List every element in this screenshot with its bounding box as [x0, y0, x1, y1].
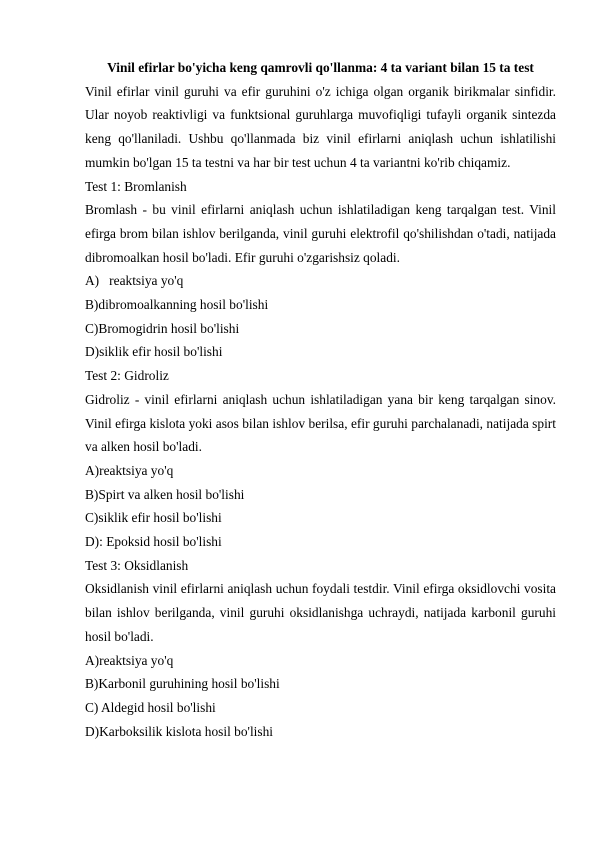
answer-option: B)Spirt va alken hosil bo'lishi — [85, 486, 245, 502]
answer-option: B)dibromoalkanning hosil bo'lishi — [85, 297, 269, 313]
document-title: Vinil efirlar bo'yicha keng qamrovli qo'llanma: 4 ta variant bilan 15 ta test — [107, 60, 534, 75]
intro-paragraph: Vinil efirlar vinil guruhi va efir guruhini o'z ichiga olgan organik birikmalar sinfidir. Ular noyob reaktivligi va funktsional guruhlarga muvofiqligi tufayli organik sintezda keng qo'llaniladi. Ushbu qo'llanmada biz vinil efirlarni aniqlash uchun ishlatilishi mumkin bo'lgan 15 ta testni va har bir test uchun 4 ta variantni ko'rib chiqamiz. — [85, 83, 556, 170]
test-description: Gidroliz - vinil efirlarni aniqlash uchun ishlatiladigan yana bir keng tarqalgan sinov. Vinil efirga kislota yoki asos bilan ishlov berilsa, efir guruhi parchalanadi, natijada spirt va alken hosil bo'ladi. — [85, 391, 556, 455]
answer-option: A)reaktsiya yo'q — [85, 652, 174, 668]
answer-option: D)Karboksilik kislota hosil bo'lishi — [85, 723, 274, 739]
answer-option: D): Epoksid hosil bo'lishi — [85, 534, 222, 550]
test-heading: Test 3: Oksidlanish — [85, 557, 189, 573]
test-heading: Test 2: Gidroliz — [85, 368, 169, 384]
answer-option: C) Aldegid hosil bo'lishi — [85, 699, 216, 715]
test-description: Oksidlanish vinil efirlarni aniqlash uchun foydali testdir. Vinil efirga oksidlovchi vosita bilan ishlov berilganda, vinil guruhi oksidlanishga uchraydi, natijada karbonil guruhi hosil bo'ladi. — [85, 581, 556, 644]
answer-option: C)Bromogidrin hosil bo'lishi — [85, 320, 240, 336]
answer-option: A)reaktsiya yo'q — [85, 462, 174, 478]
test-heading: Test 1: Bromlanish — [85, 178, 187, 194]
answer-option: D)siklik efir hosil bo'lishi — [85, 344, 223, 360]
test-description: Bromlash - bu vinil efirlarni aniqlash uchun ishlatiladigan keng tarqalgan test. Vinil efirga brom bilan ishlov berilganda, vinil guruhi elektrofil qo'shilishdan o'tadi, natijada dibromoalkan hosil bo'ladi. Efir guruhi o'zgarishsiz qoladi. — [85, 202, 556, 265]
answer-option: C)siklik efir hosil bo'lishi — [85, 510, 222, 526]
answer-option: A) reaktsiya yo'q — [85, 273, 184, 289]
document-content — [85, 56, 556, 743]
answer-option: B)Karbonil guruhining hosil bo'lishi — [85, 676, 280, 692]
